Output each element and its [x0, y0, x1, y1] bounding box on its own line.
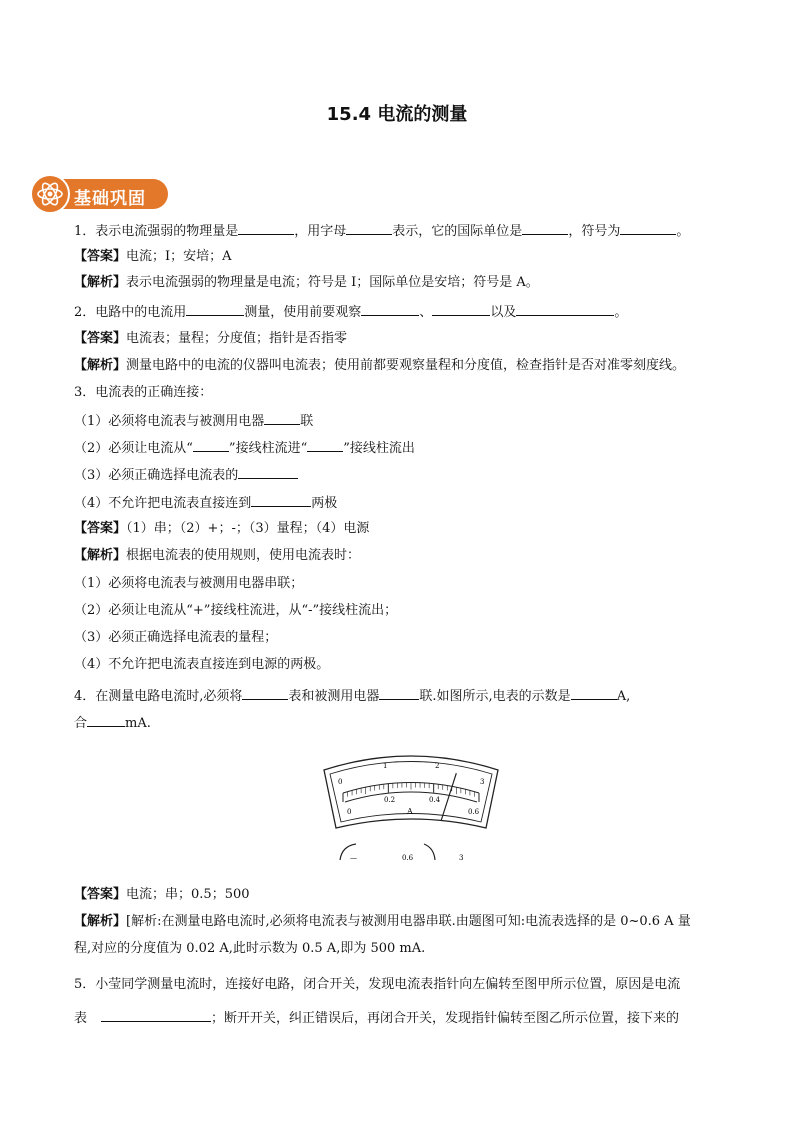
- explanation-2: [74, 357, 685, 375]
- explanation-label: 【解析】: [74, 548, 127, 563]
- q4-text-f: mA.: [125, 716, 151, 731]
- terminal-label: 3: [459, 854, 464, 862]
- question-4: [74, 686, 630, 706]
- item-text: （2）必须让电流从“: [74, 441, 193, 456]
- answer-blank[interactable]: [522, 221, 568, 235]
- answer-blank[interactable]: [238, 465, 298, 479]
- question-3-item-3: [74, 465, 298, 485]
- upper-tick-label: 2: [435, 762, 440, 770]
- answer-blank[interactable]: [307, 438, 343, 452]
- q1-text-d: ，符号为: [568, 224, 621, 239]
- lower-tick-label: 0.6: [468, 808, 480, 816]
- upper-tick-label: 0: [338, 778, 343, 786]
- q2-text-a: 2．电路中的电流用: [74, 305, 187, 320]
- answer-text: 电流表；量程；分度值；指针是否指零: [126, 331, 348, 346]
- answer-blank[interactable]: [620, 221, 676, 235]
- answer-text: 电流；串；0.5；500: [126, 887, 250, 902]
- explanation-3-line-1: （1）必须将电流表与被测用电器串联；: [74, 576, 304, 591]
- q4-text-b: 表和被测用电器: [288, 689, 380, 704]
- explanation-text: 测量电路中的电流的仪器叫电流表；使用前都要观察量程和分度值，检查指针是否对准零刻度线。: [126, 358, 686, 373]
- lower-tick-label: 0: [347, 808, 352, 816]
- scale-arc-lower: [345, 792, 477, 802]
- question-3: 3．电流表的正确连接：: [74, 385, 213, 400]
- q4-text-c: 联.如图所示,电表的示数是: [419, 689, 571, 704]
- answer-blank[interactable]: [251, 493, 311, 507]
- lower-tick-label: 0.4: [429, 796, 441, 804]
- q5-text-b: ；断开开关，纠正错误后，再闭合开关，发现指针偏转至图乙所示位置，接下来的: [211, 1011, 680, 1026]
- answer-blank[interactable]: [432, 302, 490, 316]
- question-3-item-4: [74, 493, 337, 513]
- q2-text-c: 、: [419, 305, 433, 320]
- q2-text-e: 。: [614, 305, 628, 320]
- terminal-label: 0.6: [402, 854, 414, 862]
- section-label: 基础巩固: [74, 189, 146, 209]
- answer-3: [74, 520, 369, 538]
- explanation-3: [74, 547, 360, 565]
- explanation-1: [74, 274, 539, 292]
- q4-text-d: A,: [616, 689, 631, 704]
- q1-text-e: 。: [676, 224, 690, 239]
- answer-text: 电流；I；安培；A: [126, 249, 232, 264]
- answer-blank[interactable]: [193, 438, 229, 452]
- section-badge: [30, 174, 168, 214]
- answer-4: [74, 886, 250, 904]
- q2-text-d: 以及: [490, 305, 517, 320]
- answer-blank[interactable]: [101, 1008, 211, 1022]
- terminal-label: —: [350, 854, 357, 862]
- meter-needle: [441, 773, 456, 821]
- atom-icon: [30, 174, 70, 214]
- answer-blank[interactable]: [361, 302, 419, 316]
- answer-blank[interactable]: [242, 686, 288, 700]
- answer-blank[interactable]: [186, 302, 244, 316]
- explanation-label: 【解析】: [74, 914, 127, 929]
- item-text: （4）不允许把电流表直接连到: [74, 496, 252, 511]
- question-2: [74, 302, 627, 322]
- q2-text-b: 测量，使用前要观察: [244, 305, 362, 320]
- question-1: [74, 221, 689, 241]
- question-5: 5．小莹同学测量电流时，连接好电路，闭合开关，发现电流表指针向左偏转至图甲所示位置，原因是电流: [74, 977, 681, 992]
- q5-text-a: 表: [74, 1011, 88, 1026]
- question-3-item-2: [74, 438, 415, 458]
- answer-label: 【答案】: [74, 249, 127, 264]
- answer-label: 【答案】: [74, 521, 127, 536]
- answer-blank[interactable]: [571, 686, 617, 700]
- upper-tick-label: 3: [480, 778, 485, 786]
- q4-text-e: 合: [74, 716, 88, 731]
- explanation-label: 【解析】: [74, 358, 127, 373]
- ammeter-figure: [316, 748, 506, 866]
- explanation-text: 根据电流表的使用规则，使用电流表时：: [126, 548, 361, 563]
- answer-2: [74, 330, 347, 348]
- explanation-text: [解析:在测量电路电流时,必须将电流表与被测用电器串联.由题图可知:电流表选择的是 0~0.6 A 量: [126, 914, 691, 929]
- explanation-3-line-2: （2）必须让电流从“+”接线柱流进，从“-”接线柱流出；: [74, 603, 398, 618]
- answer-label: 【答案】: [74, 887, 127, 902]
- answer-blank[interactable]: [346, 221, 392, 235]
- explanation-label: 【解析】: [74, 275, 127, 290]
- answer-blank[interactable]: [379, 686, 419, 700]
- page-title: 15.4 电流的测量: [326, 104, 468, 125]
- item-text: ”接线柱流进“: [228, 441, 308, 456]
- question-4-line-2: [74, 713, 151, 733]
- q1-text-c: 表示，它的国际单位是: [392, 224, 523, 239]
- explanation-3-line-3: （3）必须正确选择电流表的量程；: [74, 630, 278, 645]
- question-3-item-1: [74, 411, 313, 431]
- answer-blank[interactable]: [264, 411, 300, 425]
- answer-blank[interactable]: [238, 221, 294, 235]
- unit-label: A: [407, 807, 413, 816]
- item-text: 两极: [311, 496, 338, 511]
- item-text: （3）必须正确选择电流表的: [74, 468, 239, 483]
- item-text: （1）必须将电流表与被测用电器: [74, 414, 265, 429]
- answer-text: （1）串；（2）+；-；（3）量程；（4）电源: [126, 521, 370, 536]
- answer-blank[interactable]: [516, 302, 614, 316]
- answer-blank[interactable]: [87, 713, 125, 727]
- explanation-4-line-2: 程,对应的分度值为 0.02 A,此时示数为 0.5 A,即为 500 mA.: [74, 941, 426, 956]
- explanation-3-line-4: （4）不允许把电流表直接连到电源的两极。: [74, 657, 330, 672]
- q1-text-a: 1．表示电流强弱的物理量是: [74, 224, 239, 239]
- answer-1: [74, 248, 232, 266]
- q4-text-a: 4．在测量电路电流时,必须将: [74, 689, 243, 704]
- q1-text-b: ，用字母: [294, 224, 347, 239]
- upper-tick-label: 1: [383, 762, 388, 770]
- question-5-line-2: [74, 1008, 679, 1028]
- lower-tick-label: 0.2: [384, 796, 396, 804]
- item-text: 联: [300, 414, 314, 429]
- explanation-text: 表示电流强弱的物理量是电流；符号是 I；国际单位是安培；符号是 A。: [126, 275, 539, 290]
- explanation-4: [74, 913, 691, 931]
- terminal-arc: [424, 844, 435, 860]
- item-text: ”接线柱流出: [343, 441, 415, 456]
- answer-label: 【答案】: [74, 331, 127, 346]
